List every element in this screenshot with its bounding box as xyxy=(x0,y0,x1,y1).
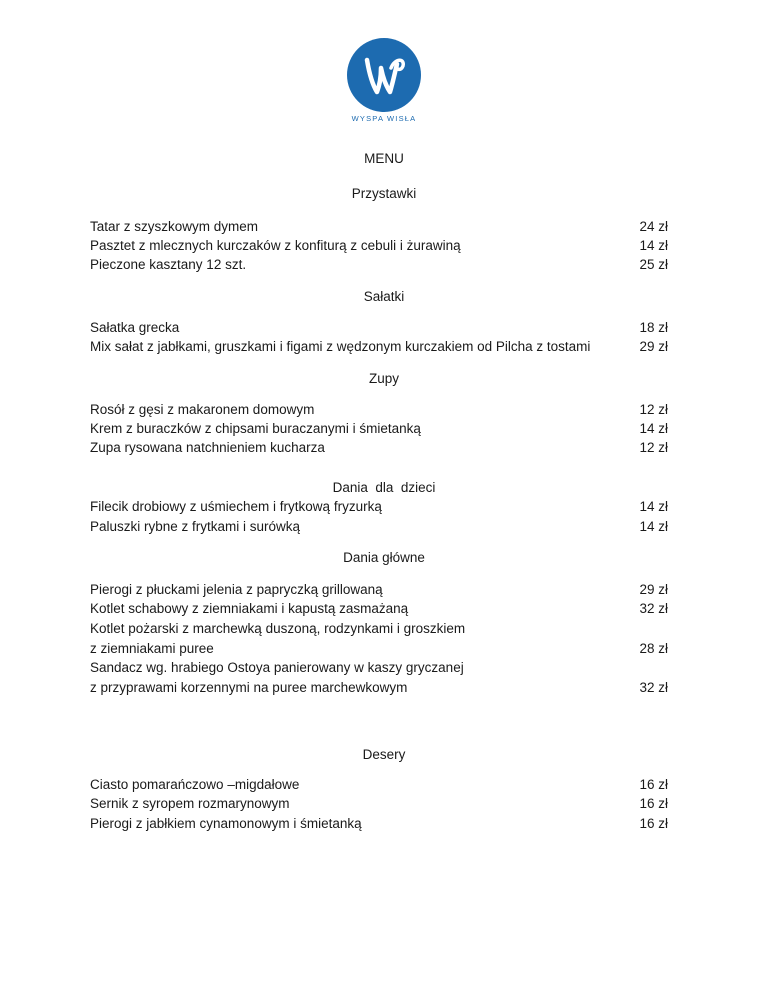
item-name: Mix sałat z jabłkami, gruszkami i figami z wędzonym kurczakiem od Pilcha z tostami xyxy=(90,339,591,354)
menu-item xyxy=(90,660,668,680)
menu-item xyxy=(90,621,668,641)
item-price: 16 zł xyxy=(639,796,668,811)
item-name: Ciasto pomarańczowo –migdałowe xyxy=(90,777,300,792)
menu-item xyxy=(90,320,668,340)
menu-item xyxy=(90,257,668,277)
item-price: 25 zł xyxy=(639,257,668,272)
item-name: Pierogi z płuckami jelenia z papryczką grillowaną xyxy=(90,582,383,597)
section-heading-mains: Dania główne xyxy=(343,550,425,565)
menu-item xyxy=(90,219,668,239)
item-price: 12 zł xyxy=(639,402,668,417)
item-name: Pieczone kasztany 12 szt. xyxy=(90,257,247,272)
logo xyxy=(334,38,434,123)
menu-item xyxy=(90,238,668,258)
item-name: Pierogi z jabłkiem cynamonowym i śmietanką xyxy=(90,816,362,831)
item-name: z przyprawami korzennymi na puree marchewkowym xyxy=(90,680,408,695)
item-price: 29 zł xyxy=(639,582,668,597)
item-price: 14 zł xyxy=(639,421,668,436)
item-price: 14 zł xyxy=(639,499,668,514)
item-price: 16 zł xyxy=(639,777,668,792)
section-heading-starters: Przystawki xyxy=(351,186,417,201)
menu-title: MENU xyxy=(364,151,404,166)
menu-item xyxy=(90,680,668,700)
item-name: Krem z buraczków z chipsami buraczanymi i śmietanką xyxy=(90,421,421,436)
item-price: 12 zł xyxy=(639,440,668,455)
item-name: Pasztet z mlecznych kurczaków z konfiturą z cebuli i żurawiną xyxy=(90,238,461,253)
item-name: Tatar z szyszkowym dymem xyxy=(90,219,259,234)
item-price: 24 zł xyxy=(639,219,668,234)
item-name: Sernik z syropem rozmarynowym xyxy=(90,796,290,811)
section-heading-salads: Sałatki xyxy=(363,289,405,304)
item-price: 32 zł xyxy=(639,601,668,616)
item-price: 29 zł xyxy=(639,339,668,354)
item-price: 14 zł xyxy=(639,519,668,534)
item-name: z ziemniakami puree xyxy=(90,641,214,656)
menu-item xyxy=(90,582,668,602)
item-price: 28 zł xyxy=(639,641,668,656)
item-price: 14 zł xyxy=(639,238,668,253)
menu-item xyxy=(90,796,668,816)
menu-item xyxy=(90,339,668,359)
item-name: Filecik drobiowy z uśmiechem i frytkową fryzurką xyxy=(90,499,382,514)
brand-name: WYSPA WISŁA xyxy=(351,114,417,123)
wyspa-wisla-logo-icon xyxy=(347,38,421,112)
item-name: Zupa rysowana natchnieniem kucharza xyxy=(90,440,325,455)
item-price: 18 zł xyxy=(639,320,668,335)
menu-item xyxy=(90,421,668,441)
section-heading-soups: Zupy xyxy=(368,371,399,386)
item-name: Kotlet pożarski z marchewką duszoną, rodzynkami i groszkiem xyxy=(90,621,466,636)
menu-item xyxy=(90,816,668,836)
menu-item xyxy=(90,777,668,797)
item-price: 16 zł xyxy=(639,816,668,831)
item-name: Sałatka grecka xyxy=(90,320,180,335)
menu-item xyxy=(90,499,668,519)
menu-item xyxy=(90,641,668,661)
menu-item xyxy=(90,601,668,621)
section-heading-desserts: Desery xyxy=(362,747,406,762)
item-price: 32 zł xyxy=(639,680,668,695)
menu-item xyxy=(90,519,668,539)
item-name: Paluszki rybne z frytkami i surówką xyxy=(90,519,301,534)
section-heading-kids: Dania dla dzieci xyxy=(332,480,436,495)
menu-item xyxy=(90,440,668,460)
menu-item xyxy=(90,402,668,422)
item-name: Kotlet schabowy z ziemniakami i kapustą zasmażaną xyxy=(90,601,409,616)
item-name: Rosół z gęsi z makaronem domowym xyxy=(90,402,315,417)
item-name: Sandacz wg. hrabiego Ostoya panierowany w kaszy gryczanej xyxy=(90,660,464,675)
